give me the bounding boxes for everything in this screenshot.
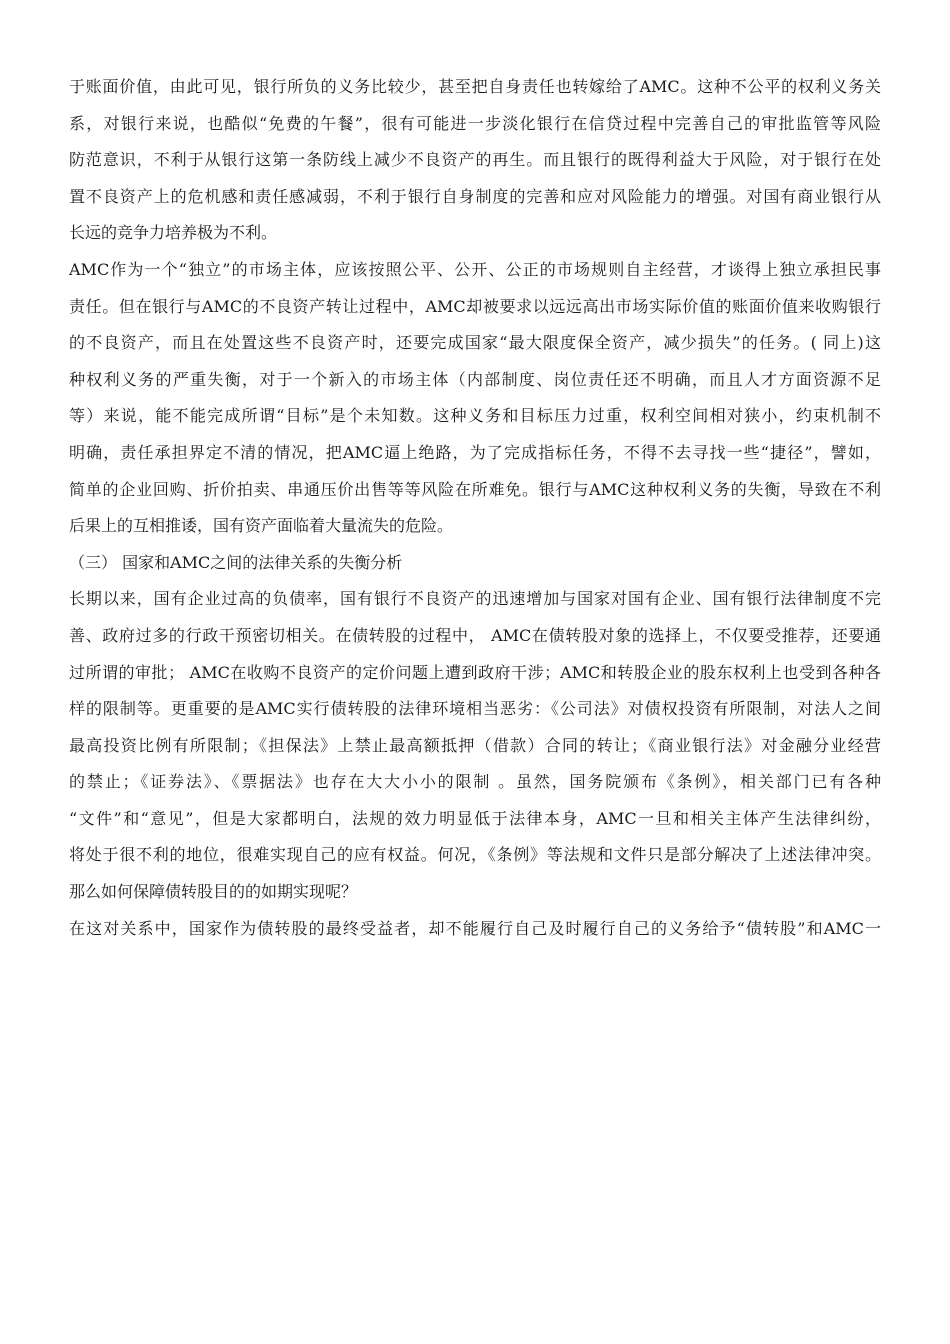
- text-line-9: 种权利义务的严重失衡，对于一个新入的市场主体（内部制度、岗位责任还不明确，而且人才方面资源不足: [69, 369, 881, 389]
- text-line-21: “文件”和“意见”，但是大家都明白，法规的效力明显低于法律本身，AMC一旦和相关主体产生法律纠纷，: [69, 808, 881, 828]
- text-line-24: 在这对关系中，国家作为债转股的最终受益者，却不能履行自己及时履行自己的义务给予“债转股”和AMC一: [69, 918, 881, 938]
- text-line-12: 简单的企业回购、折价拍卖、串通压价出售等等风险在所难免。银行与AMC这种权利义务的失衡，导致在不利: [69, 479, 881, 499]
- text-line-15: 长期以来，国有企业过高的负债率，国有银行不良资产的迅速增加与国家对国有企业、国有银行法律制度不完: [69, 589, 881, 609]
- text-line-4: 置不良资产上的危机感和责任感减弱，不利于银行自身制度的完善和应对风险能力的增强。对国有商业银行从: [69, 186, 881, 206]
- text-line-18: 样的限制等。更重要的是AMC实行债转股的法律环境相当恶劣：《公司法》对债权投资有所限制，对法人之间: [69, 699, 881, 719]
- text-line-17: 过所谓的审批； AMC在收购不良资产的定价问题上遭到政府干涉；AMC和转股企业的股东权利上也受到各种各: [69, 662, 881, 682]
- text-line-16: 善、政府过多的行政干预密切相关。在债转股的过程中， AMC在债转股对象的选择上，不仅要受推荐，还要通: [69, 625, 881, 645]
- text-line-7: 责任。但在银行与AMC的不良资产转让过程中，AMC却被要求以远远高出市场实际价值的账面价值来收购银行: [69, 296, 881, 316]
- text-line-1: 于账面价值，由此可见，银行所负的义务比较少，甚至把自身责任也转嫁给了AMC。这种不公平的权利义务关: [69, 77, 881, 96]
- text-line-8: 的不良资产，而且在处置这些不良资产时，还要完成国家“最大限度保全资产，减少损失”的任务。( 同上)这: [69, 333, 881, 353]
- text-line-20: 的禁止；《证券法》、《票据法》也存在大大小小的限制 。虽然，国务院颁布《条例》，相关部门已有各种: [69, 772, 881, 792]
- text-line-3: 防范意识，不利于从银行这第一条防线上减少不良资产的再生。而且银行的既得利益大于风险，对于银行在处: [69, 150, 881, 170]
- section-heading: （三） 国家和AMC之间的法律关系的失衡分析: [69, 552, 403, 572]
- text-line-22: 将处于很不利的地位，很难实现自己的应有权益。何况，《条例》等法规和文件只是部分解决了上述法律冲突。: [69, 845, 881, 865]
- text-line-6: AMC作为一个“独立”的市场主体，应该按照公平、公开、公正的市场规则自主经营，才谈得上独立承担民事: [69, 259, 881, 279]
- text-line-19: 最高投资比例有所限制；《担保法》上禁止最高额抵押（借款）合同的转让；《商业银行法》对金融分业经营: [69, 735, 881, 755]
- text-line-23: 那么如何保障债转股目的的如期实现呢？: [69, 882, 358, 902]
- text-line-2: 系，对银行来说，也酷似“免费的午餐”，很有可能进一步淡化银行在信贷过程中完善自己的审批监管等风险: [69, 113, 881, 133]
- document-page: [69, 69, 881, 947]
- text-line-5: 长远的竞争力培养极为不利。: [69, 223, 278, 243]
- text-line-13: 后果上的互相推诿，国有资产面临着大量流失的危险。: [69, 516, 454, 536]
- text-line-10: 等）来说，能不能完成所谓“目标”是个未知数。这种义务和目标压力过重，权利空间相对狭小，约束机制不: [69, 406, 881, 426]
- text-line-11: 明确，责任承担界定不清的情况，把AMC逼上绝路，为了完成指标任务，不得不去寻找一些“捷径”，譬如，: [69, 442, 881, 462]
